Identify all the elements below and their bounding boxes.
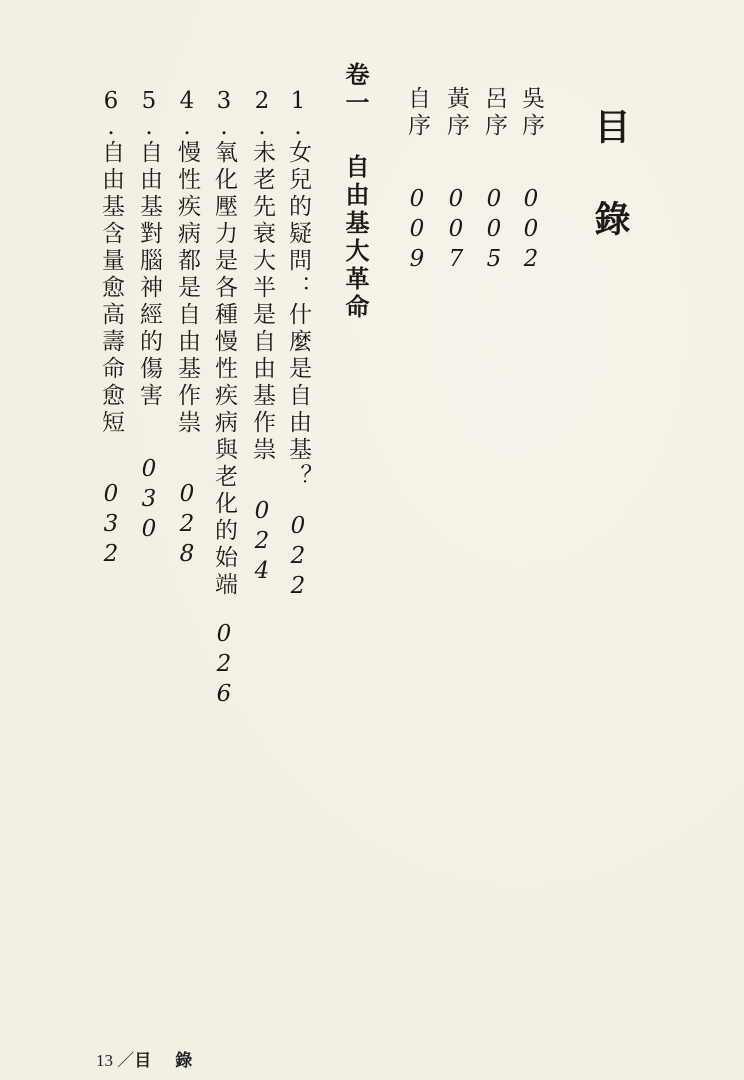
toc-entry-1[interactable] — [286, 88, 309, 603]
entry-page: 026 — [211, 621, 237, 711]
footer-separator: ／ — [117, 1051, 135, 1070]
toc-entry-3[interactable] — [212, 88, 235, 711]
entry-page: 028 — [174, 481, 200, 571]
preface-page: 002 — [518, 186, 544, 276]
entry-number: 6. — [98, 88, 124, 140]
entry-page: 032 — [98, 481, 124, 571]
preface-entry-huang[interactable] — [444, 86, 467, 276]
entry-number: 3. — [211, 88, 237, 140]
toc-title: 目錄 — [589, 108, 631, 292]
preface-label: 黃序 — [443, 86, 469, 140]
section-label: 卷一 — [341, 62, 370, 118]
toc-entry-4[interactable] — [175, 88, 198, 571]
preface-page: 005 — [481, 186, 507, 276]
entry-title: 慢性疾病都是自由基作祟 — [174, 140, 200, 437]
preface-label: 呂序 — [481, 86, 507, 140]
entry-number: 2. — [249, 88, 275, 140]
toc-entry-2[interactable] — [250, 88, 273, 588]
entry-number: 5. — [136, 88, 162, 140]
toc-entry-5[interactable] — [137, 88, 160, 546]
preface-page: 007 — [443, 186, 469, 276]
preface-entry-wu[interactable] — [519, 86, 542, 276]
entry-number: 1. — [285, 88, 311, 140]
preface-label: 自序 — [404, 86, 430, 140]
preface-label: 吳序 — [518, 86, 544, 140]
entry-title: 自由基含量愈高壽命愈短 — [98, 140, 124, 437]
footer-page-number: 13 — [96, 1051, 113, 1070]
entry-title: 自由基對腦神經的傷害 — [136, 140, 162, 410]
entry-page: 030 — [136, 456, 162, 546]
entry-title: 未老先衰大半是自由基作祟 — [249, 140, 275, 464]
preface-entry-lu[interactable] — [482, 86, 505, 276]
preface-page: 009 — [404, 186, 430, 276]
section-heading — [341, 62, 370, 322]
preface-entry-self[interactable] — [405, 86, 428, 276]
footer-label: 目錄 — [134, 1051, 217, 1070]
entry-number: 4. — [174, 88, 200, 140]
entry-page: 024 — [249, 498, 275, 588]
entry-page: 022 — [285, 513, 311, 603]
entry-title: 氧化壓力是各種慢性疾病與老化的始端 — [211, 140, 237, 599]
page-footer — [96, 1046, 216, 1071]
toc-entry-6[interactable] — [99, 88, 122, 571]
section-title: 自由基大革命 — [341, 154, 370, 322]
entry-title: 女兒的疑問：什麼是自由基？ — [285, 140, 311, 491]
